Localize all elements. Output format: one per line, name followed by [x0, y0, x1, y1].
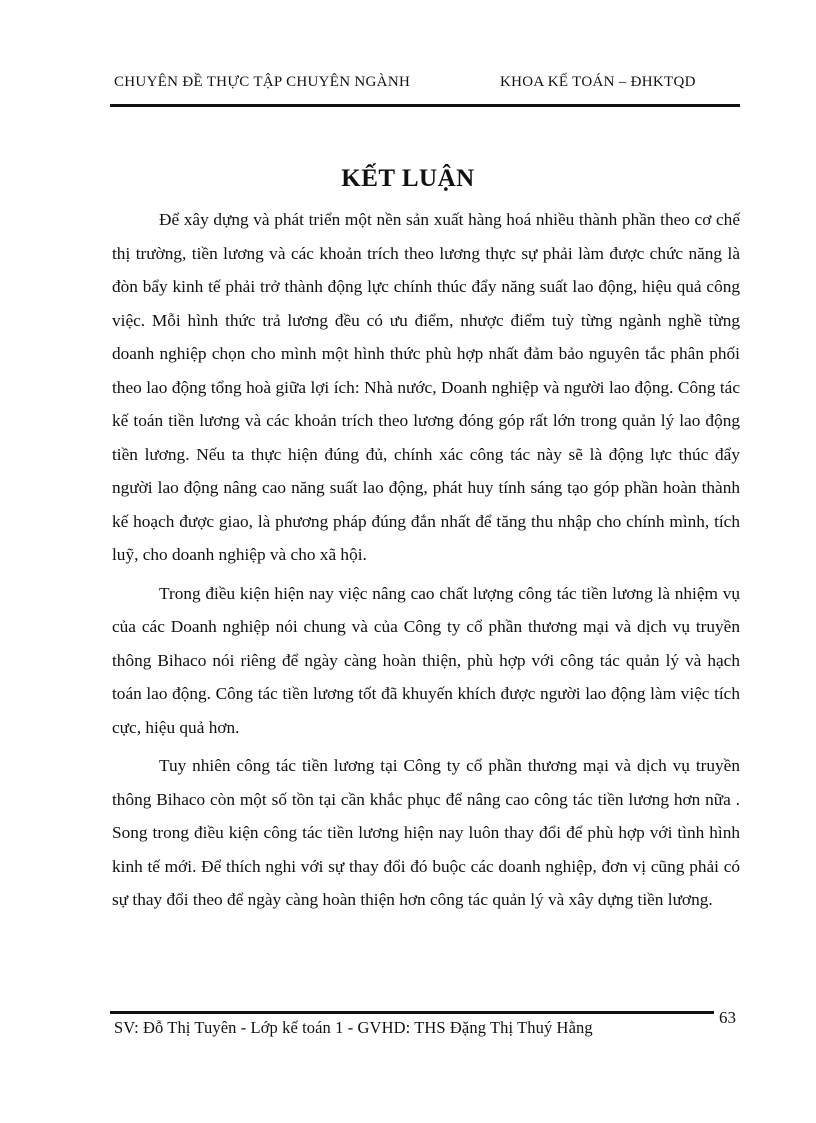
- footer-divider: [110, 1011, 714, 1014]
- page-number: 63: [719, 1008, 736, 1027]
- header-right-text: KHOA KẾ TOÁN – ĐHKTQD: [500, 74, 696, 90]
- header-left-text: CHUYÊN ĐỀ THỰC TẬP CHUYÊN NGÀNH: [114, 74, 411, 90]
- footer-text: SV: Đỗ Thị Tuyên - Lớp kế toán 1 - GVHD: THS Đặng Thị Thuý Hằng: [114, 1018, 593, 1037]
- page-header: [110, 74, 740, 107]
- page-title: KẾT LUẬN: [341, 165, 475, 192]
- paragraph-1: Để xây dựng và phát triển một nền sản xuất hàng hoá nhiều thành phần theo cơ chế thị trường, tiền lương và các khoản trích theo lương thực sự phải làm được chức năng là đòn bẩy kinh tế phải trở thành động lực chính thúc đẩy năng suất lao động, hiệu quả công việc. Mỗi hình thức trả lương đều có ưu điểm, nhược điểm tuỳ từng ngành nghề từng doanh nghiệp chọn cho mình một hình thức phù hợp nhất đảm bảo nguyên tắc phân phối theo lao động tổng hoà giữa lợi ích: Nhà nước, Doanh nghiệp và người lao động. Công tác kế toán tiền lương và các khoản trích theo lương đóng góp rất lớn trong quản lý lao động tiền lương. Nếu ta thực hiện đúng đủ, chính xác công tác này sẽ là động lực thúc đẩy người lao động nâng cao năng suất lao động, phát huy tính sáng tạo góp phần hoàn thành kế hoạch được giao, là phương pháp đúng đắn nhất để tăng thu nhập cho chính mình, tích luỹ, cho doanh nghiệp và cho xã hội.: [112, 210, 740, 564]
- paragraph-2: Trong điều kiện hiện nay việc nâng cao chất lượng công tác tiền lương là nhiệm vụ của các Doanh nghiệp nói chung và của Công ty cổ phần thương mại và dịch vụ truyền thông Bihaco nói riêng để ngày càng hoàn thiện, phù hợp với công tác quản lý và hạch toán lao động. Công tác tiền lương tốt đã khuyến khích được người lao động làm việc tích cực, hiệu quả hơn.: [112, 583, 740, 737]
- paragraph-3: Tuy nhiên công tác tiền lương tại Công ty cổ phần thương mại và dịch vụ truyền thông Bihaco còn một số tồn tại cần khắc phục để nâng cao công tác tiền lương hơn nữa . Song trong điều kiện công tác tiền lương hiện nay luôn thay đổi để phù hợp với tình hình kinh tế mới. Để thích nghi với sự thay đổi đó buộc các doanh nghiệp, đơn vị cũng phải có sự thay đổi theo để ngày càng hoàn thiện hơn công tác quản lý và xây dựng tiền lương.: [112, 756, 740, 909]
- body-text: [112, 203, 740, 922]
